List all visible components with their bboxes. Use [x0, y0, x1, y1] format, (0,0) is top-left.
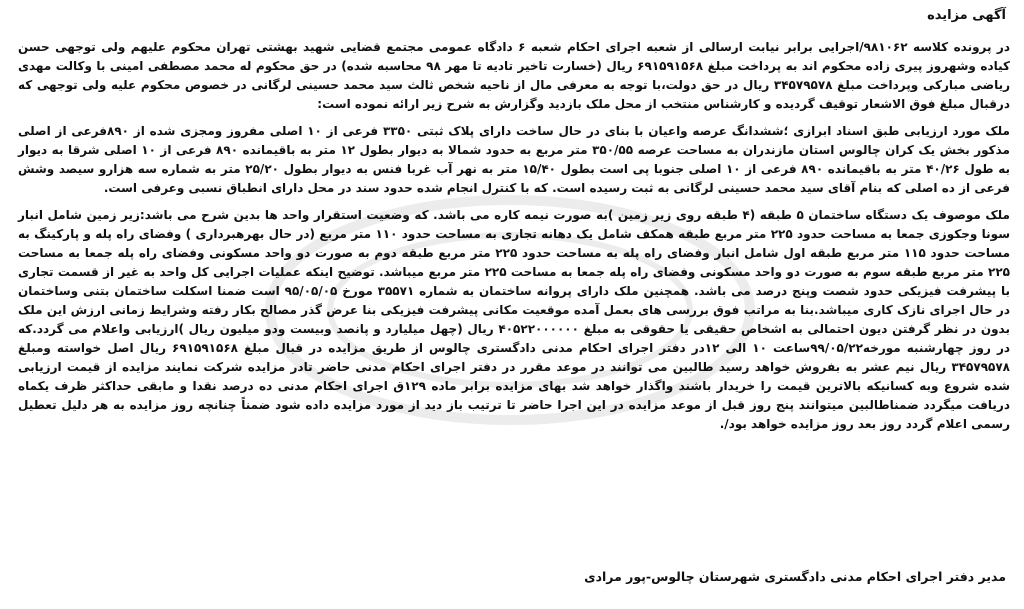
notice-paragraph-case: در پرونده کلاسه ۹۸۱۰۶۲/اجرایی برابر نیابت ارسالی از شعبه اجرای احکام شعبه ۶ دادگاه عمومی مجتمع قضایی شهید بهشتی تهران محکوم علیهم ولی توجهی حسن کیاده وشهروز پیری زاده محکوم اند به پرداخت مبلغ ۶۹۱۵۹۱۵۶۸ ریال (خسارت تاخیر تادیه تا مهر ۹۸ محاسبه شده) در حق محکوم له محمد مصطفی امینی با وکالت مهدی ریاضی مبارکی وپرداخت مبلغ ۳۴۵۷۹۵۷۸ ریال در حق دولت،با توجه به معرفی مال از ناحیه شخص ثالث سید محمد حسینی لرگانی در خصوص محکوم علیه ولی توجهی که درقبال مبلغ فوق الاشعار توقیف گردیده و کارشناس منتخب از محل ملک بازدید وگزارش به شرح زیر ارائه نموده است: [18, 40, 1011, 111]
notice-signature: مدیر دفتر اجرای احکام مدنی دادگستری شهرستان چالوس-پور مرادی [584, 569, 1006, 584]
notice-paragraph-building: ملک موصوف یک دستگاه ساختمان ۵ طبقه (۴ طبقه روی زیر زمین )به صورت نیمه کاره می باشد. که وضعیت استقرار واحد ها بدین شرح می باشد:زیر زمین شامل انبار سونا وجکوزی جمعا به مساحت حدود ۲۲۵ متر مربع طبقه همکف شامل یک دهانه تجاری به مساحت حدود ۱۱۰ متر مربع (در حال بهرهبرداری ) وفضای راه پله و پارکینگ به مساحت حدود ۱۱۵ متر مربع طبقه اول شامل انبار وفضای راه پله به مساحت حدود ۲۲۵ متر مربع طبقه دوم به صورت دو واحد مسکونی وفضای راه پله جمعا به مساحت ۲۲۵ متر مربع طبقه سوم به صورت دو واحد مسکونی وفضای راه پله جمعا به مساحت ۲۲۵ متر مربع میباشد. توضیح اینکه عملیات اجرایی کل واحد به غیر از قسمت تجاری با پیشرفت فیزیکی حدود شصت وپنج درصد می باشد. همچنین ملک دارای پروانه ساختمان به شماره ۳۵۵۷۱ مورخ ۹۵/۰۵/۰۵ است ضمنا اسکلت ساختمان بتنی وساختمان در حال اجرای نازک کاری میباشد.بنا به مراتب فوق بررسی های بعمل آمده موقعیت مکانی پیشرفت فیزیکی بنا عرض گذر مصالح بکار رفته وشرایط زمانی ارزش این ملک بدون در نظر گرفتن دیون احتمالی به اشخاص حقیقی یا حقوقی به مبلغ ۴۰۵۲۲۰۰۰۰۰۰ ریال (چهل میلیارد و پانصد وبیست ودو میلیون ریال )ارزیابی واعلام می گردد.که در روز چهارشنبه مورخه۹۹/۰۵/۲۲ساعت ۱۰ الی ۱۲در دفتر اجرای احکام مدنی دادگستری چالوس از طریق مزایده در قبال مبلغ ۶۹۱۵۹۱۵۶۸ ریال اصل خواسته ومبلغ ۳۴۵۷۹۵۷۸ ریال نیم عشر به بفروش خواهد رسید طالبین می توانند در موعد مقرر در دفتر اجرای احکام مدنی حاضر تادر مزایده شرکت نمایند مزایده از قیمت ارزیابی شده شروع وبه کسانیکه بالاترین قیمت را خریدار باشند واگذار خواهد شد بهای مزایده برابر ماده ۱۲۹ق اجرای احکام مدنی ده درصد نقدا و مابقی حداکثر ظرف یکماه دریافت میگردد ضمناطالبین میتوانند پنج روز قبل از موعد مزایده در این اجرا حاضر تا ترتیب باز دید از مورد مزایده داده شود ضمناً چنانچه روز مزایده به هر دلیل تعطیل رسمی اعلام گردد روز بعد روز مزایده خواهد بود/. [18, 208, 1011, 431]
notice-paragraph-property: ملک مورد ارزیابی طبق اسناد ابرازی ؛ششدانگ عرصه واعیان با بنای در حال ساخت دارای پلاک ثبتی ۳۳۵۰ فرعی از ۱۰ اصلی مفروز ومجزی شده از ۸۹۰فرعی از اصلی مذکور بخش یک کران چالوس استان مازندران به مساحت عرصه ۳۵۰/۵۵ متر مربع به حدود شمالا به دیوار بطول ۱۲ متر به باقیمانده ۸۹۰ فرعی از ۱۰ اصلی شرقا به دیوار به طول ۴۰/۲۶ متر به باقیمانده ۸۹۰ فرعی از ۱۰ اصلی جنوبا پی است بطول ۱۵/۴۰ متر به نهر آب غربا فنس به دیوار بطول ۲۵/۲۰ متر به شماره سه هزارو سیصد وشش فرعی از ده اصلی که بنام آقای سید محمد حسینی لرگانی به ثبت رسیده است. که با کنترل انجام شده حدود سند در محل دارای انطباق نسبی وعرفی است. [18, 124, 1011, 195]
notice-title: آگهی مزایده [927, 8, 1006, 23]
